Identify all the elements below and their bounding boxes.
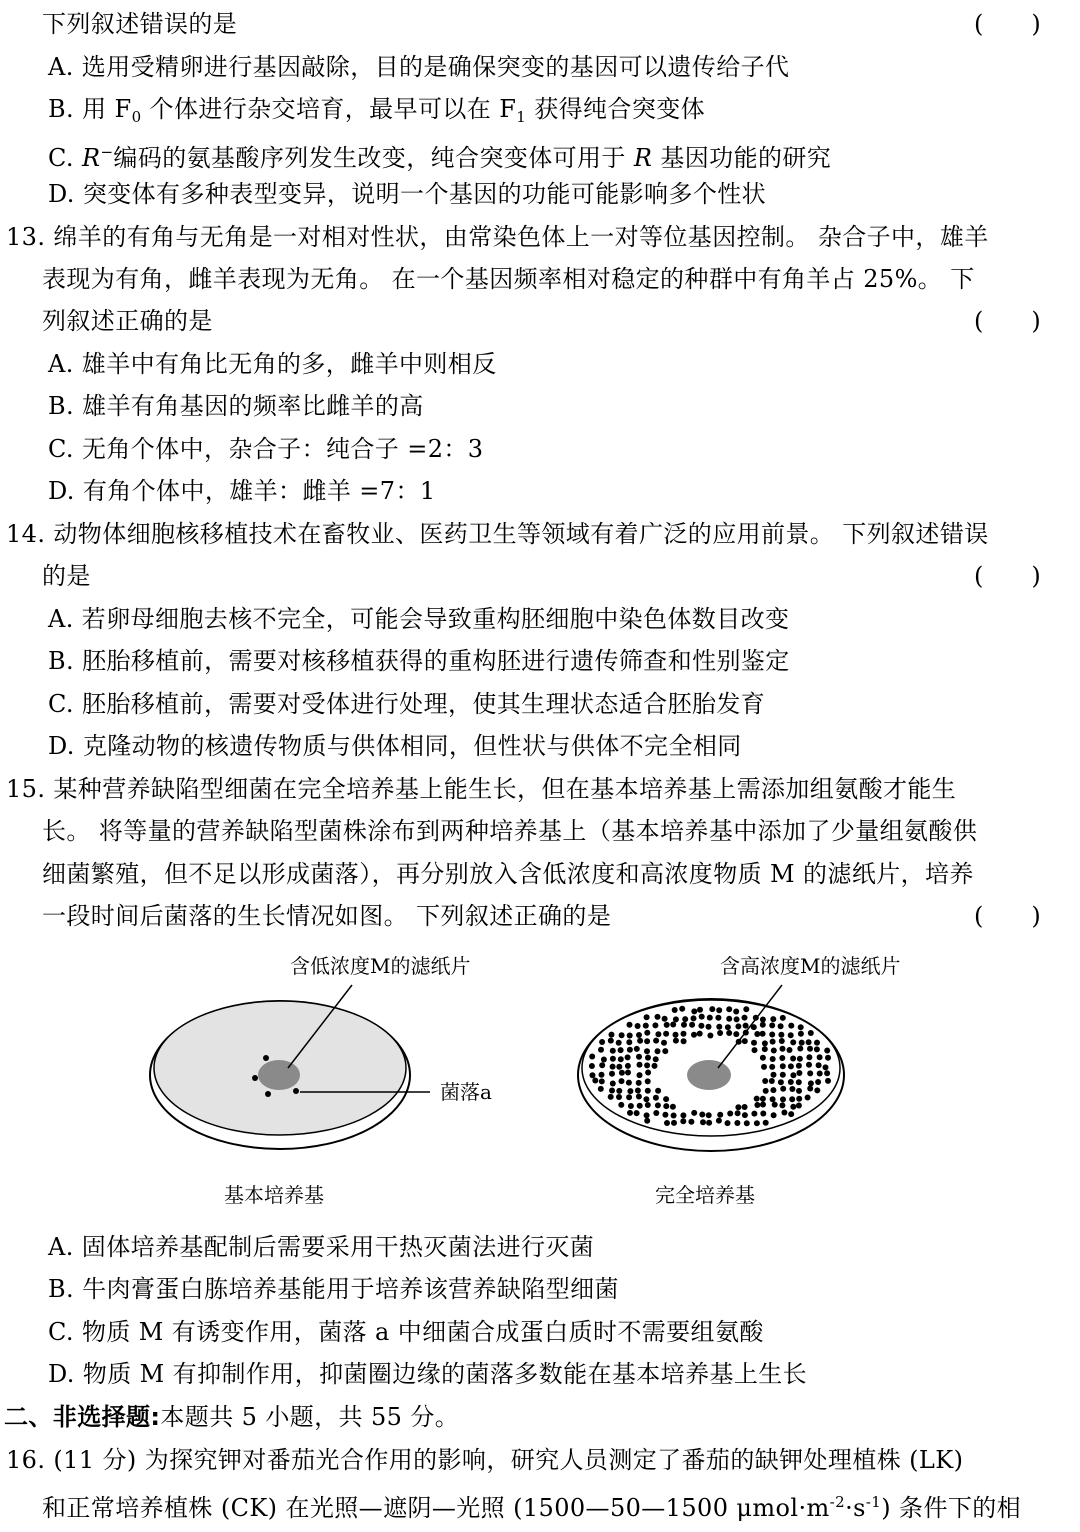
lawn-colony-dot <box>823 1064 829 1070</box>
lawn-colony-dot <box>618 1056 624 1062</box>
lawn-colony-dot <box>769 1078 775 1084</box>
lawn-colony-dot <box>790 1072 796 1078</box>
lawn-colony-dot <box>637 1103 643 1109</box>
lawn-colony-dot <box>769 1032 775 1038</box>
lawn-colony-dot <box>635 1088 641 1094</box>
lawn-colony-dot <box>770 1016 776 1022</box>
label-low-concentration: 含低浓度M的滤纸片 <box>290 954 471 978</box>
lawn-colony-dot <box>619 1032 625 1038</box>
lawn-colony-dot <box>780 1086 786 1092</box>
lawn-colony-dot <box>610 1048 616 1054</box>
lawn-colony-dot <box>616 1064 622 1070</box>
lawn-colony-dot <box>770 1039 776 1045</box>
lawn-colony-dot <box>788 1023 794 1029</box>
lawn-colony-dot <box>709 1006 715 1012</box>
q13-stem-line1: 13. 绵羊的有角与无角是一对相对性状，由常染色体上一对等位基因控制。 杂合子中，雄羊 <box>6 223 989 251</box>
lawn-colony-dot <box>796 1088 802 1094</box>
lawn-colony-dot <box>727 1111 733 1117</box>
lawn-colony-dot <box>626 1094 632 1100</box>
lawn-colony-dot <box>619 1070 625 1076</box>
lawn-colony-dot <box>742 1112 748 1118</box>
lawn-colony-dot <box>699 1112 705 1118</box>
lawn-colony-dot <box>636 1032 642 1038</box>
q13-option-d: D. 有角个体中，雄羊：雌羊 =7：1 <box>48 477 436 505</box>
lawn-colony-dot <box>760 1111 766 1117</box>
lawn-colony-dot <box>599 1078 605 1084</box>
lawn-colony-dot <box>616 1088 622 1094</box>
colony-dot <box>293 1088 299 1094</box>
lawn-colony-dot <box>770 1096 776 1102</box>
lawn-colony-dot <box>608 1094 614 1100</box>
lawn-colony-dot <box>670 1022 676 1028</box>
lawn-colony-dot <box>780 1072 786 1078</box>
lawn-colony-dot <box>733 1031 739 1037</box>
lawn-colony-dot <box>592 1078 598 1084</box>
lawn-colony-dot <box>781 1110 787 1116</box>
lawn-colony-dot <box>760 1102 766 1108</box>
lawn-colony-dot <box>680 1118 686 1124</box>
lawn-colony-dot <box>598 1047 604 1053</box>
lawn-colony-dot <box>601 1057 607 1063</box>
lawn-colony-dot <box>626 1080 632 1086</box>
q16-stem-line2: 和正常培养植株 (CK) 在光照—遮阴—光照 (1500—50—1500 $\mu mol\cdot m^{-2}\cdot s^{-1}$) 条件下的相 <box>42 1493 1022 1522</box>
lawn-colony-dot <box>627 1022 633 1028</box>
section-2-heading <box>4 1401 459 1433</box>
lawn-colony-dot <box>653 1056 659 1062</box>
lawn-colony-dot <box>807 1046 813 1052</box>
lawn-colony-dot <box>691 1032 697 1038</box>
lawn-colony-dot <box>655 1031 661 1037</box>
lawn-colony-dot <box>616 1094 622 1100</box>
lawn-colony-dot <box>769 1064 775 1070</box>
lawn-colony-dot <box>673 1038 679 1044</box>
lawn-colony-dot <box>655 1048 661 1054</box>
lawn-colony-dot <box>725 1024 731 1030</box>
lawn-colony-dot <box>672 1007 678 1013</box>
lawn-colony-dot <box>644 1014 650 1020</box>
lawn-colony-dot <box>788 1079 794 1085</box>
lawn-colony-dot <box>643 1023 649 1029</box>
lawn-colony-dot <box>689 1022 695 1028</box>
lawn-colony-dot <box>652 1063 658 1069</box>
lawn-colony-dot <box>653 1110 659 1116</box>
answer-blank: ( ) <box>974 562 1041 590</box>
lawn-colony-dot <box>806 1039 812 1045</box>
q13-option-b: B. 雄羊有角基因的频率比雌羊的高 <box>48 392 424 420</box>
lawn-colony-dot <box>645 1070 651 1076</box>
high-concentration-filter-paper <box>687 1060 731 1090</box>
lawn-colony-dot <box>625 1063 631 1069</box>
lawn-colony-dot <box>707 1033 713 1039</box>
lawn-colony-dot <box>599 1039 605 1045</box>
lawn-colony-dot <box>780 1063 786 1069</box>
lawn-colony-dot <box>717 1030 723 1036</box>
lawn-colony-dot <box>734 1016 740 1022</box>
lawn-colony-dot <box>645 1078 651 1084</box>
q15-option-d: D. 物质 M 有抑制作用，抑菌圈边缘的菌落多数能在基本培养基上生长 <box>48 1360 808 1388</box>
lawn-colony-dot <box>815 1079 821 1085</box>
lawn-colony-dot <box>817 1071 823 1077</box>
lawn-colony-dot <box>778 1023 784 1029</box>
lawn-colony-dot <box>760 1055 766 1061</box>
lawn-colony-dot <box>662 1112 668 1118</box>
colony-dot <box>252 1075 258 1081</box>
q12-option-c: C. R−编码的氨基酸序列发生改变，纯合突变体可用于 R 基因功能的研究 <box>48 143 832 172</box>
lawn-colony-dot <box>671 1120 677 1126</box>
lawn-colony-dot <box>609 1032 615 1038</box>
complete-medium-dish <box>578 985 844 1151</box>
lawn-colony-dot <box>715 1015 721 1021</box>
lawn-colony-dot <box>664 1022 670 1028</box>
q15-option-c: C. 物质 M 有诱变作用，菌落 a 中细菌合成蛋白质时不需要组氨酸 <box>48 1318 764 1346</box>
lawn-colony-dot <box>610 1081 616 1087</box>
lawn-colony-dot <box>752 1047 758 1053</box>
q14-option-b: B. 胚胎移植前，需要对核移植获得的重构胚进行遗传筛查和性别鉴定 <box>48 647 790 675</box>
lawn-colony-dot <box>814 1040 820 1046</box>
q15-stem-line1: 15. 某种营养缺陷型细菌在完全培养基上能生长，但在基本培养基上需添加组氨酸才能生 <box>6 775 957 803</box>
lawn-colony-dot <box>760 1096 766 1102</box>
lawn-colony-dot <box>618 1047 624 1053</box>
lawn-colony-dot <box>760 1017 766 1023</box>
lawn-colony-dot <box>762 1078 768 1084</box>
lawn-colony-dot <box>743 1023 749 1029</box>
label-high-concentration: 含高浓度M的滤纸片 <box>720 954 901 978</box>
lawn-colony-dot <box>706 1112 712 1118</box>
lawn-colony-dot <box>806 1062 812 1068</box>
lawn-colony-dot <box>799 1040 805 1046</box>
lawn-colony-dot <box>754 1102 760 1108</box>
lawn-colony-dot <box>796 1103 802 1109</box>
lawn-colony-dot <box>706 1120 712 1126</box>
lawn-colony-dot <box>751 1111 757 1117</box>
lawn-colony-dot <box>691 1008 697 1014</box>
lawn-colony-dot <box>682 1016 688 1022</box>
lawn-colony-dot <box>679 1006 685 1012</box>
lawn-colony-dot <box>691 1110 697 1116</box>
lawn-colony-dot <box>790 1056 796 1062</box>
lawn-colony-dot <box>644 1112 650 1118</box>
lawn-colony-dot <box>653 1038 659 1044</box>
lawn-colony-dot <box>664 1120 670 1126</box>
q12-option-d: D. 突变体有多种表型变异，说明一个基因的功能可能影响多个性状 <box>48 180 767 208</box>
lawn-colony-dot <box>716 1007 722 1013</box>
lawn-colony-dot <box>735 1104 741 1110</box>
lawn-colony-dot <box>663 1031 669 1037</box>
lawn-colony-dot <box>628 1103 634 1109</box>
lawn-colony-dot <box>725 1120 731 1126</box>
lawn-colony-dot <box>697 1031 703 1037</box>
lawn-colony-dot <box>699 1014 705 1020</box>
q14-option-c: C. 胚胎移植前，需要对受体进行处理，使其生理状态适合胚胎发育 <box>48 690 766 718</box>
lawn-colony-dot <box>770 1087 776 1093</box>
lawn-colony-dot <box>742 1104 748 1110</box>
lawn-colony-dot <box>770 1056 776 1062</box>
lawn-colony-dot <box>754 1031 760 1037</box>
lawn-colony-dot <box>598 1086 604 1092</box>
lawn-colony-dot <box>779 1102 785 1108</box>
lawn-colony-dot <box>771 1072 777 1078</box>
q14-stem-line2: 的是 <box>42 562 91 590</box>
lawn-colony-dot <box>788 1032 794 1038</box>
lawn-colony-dot <box>716 1118 722 1124</box>
lawn-colony-dot <box>778 1079 784 1085</box>
lawn-colony-dot <box>805 1095 811 1101</box>
lawn-colony-dot <box>643 1096 649 1102</box>
lawn-colony-dot <box>807 1086 813 1092</box>
lawn-colony-dot <box>619 1078 625 1084</box>
lawn-colony-dot <box>645 1055 651 1061</box>
lawn-colony-dot <box>796 1063 802 1069</box>
lawn-colony-dot <box>637 1038 643 1044</box>
lawn-colony-dot <box>663 1103 669 1109</box>
lawn-colony-dot <box>780 1046 786 1052</box>
lawn-colony-dot <box>797 1046 803 1052</box>
lawn-colony-dot <box>762 1046 768 1052</box>
lawn-colony-dot <box>797 1056 803 1062</box>
lawn-colony-dot <box>751 1040 757 1046</box>
lawn-colony-dot <box>637 1072 643 1078</box>
lawn-colony-dot <box>610 1064 616 1070</box>
lawn-colony-dot <box>644 1048 650 1054</box>
lawn-colony-dot <box>814 1087 820 1093</box>
q14-stem-line1: 14. 动物体细胞核移植技术在畜牧业、医药卫生等领域有着广泛的应用前景。 下列叙述错误 <box>6 520 989 548</box>
lawn-colony-dot <box>754 1120 760 1126</box>
lawn-colony-dot <box>779 1038 785 1044</box>
lawn-colony-dot <box>816 1062 822 1068</box>
lawn-colony-dot <box>789 1096 795 1102</box>
q12-stem-tail: 下列叙述错误的是 <box>42 10 238 38</box>
lawn-colony-dot <box>635 1023 641 1029</box>
lawn-colony-dot <box>644 1038 650 1044</box>
lawn-colony-dot <box>772 1102 778 1108</box>
lawn-colony-dot <box>625 1054 631 1060</box>
q15-option-a: A. 固体培养基配制后需要采用干热灭菌法进行灭菌 <box>48 1233 595 1261</box>
lawn-colony-dot <box>771 1112 777 1118</box>
lawn-colony-dot <box>735 1023 741 1029</box>
lawn-colony-dot <box>814 1046 820 1052</box>
lawn-colony-dot <box>763 1120 769 1126</box>
q15-stem-line2: 长。 将等量的营养缺陷型菌株涂布到两种培养基上（基本培养基中添加了少量组氨酸供 <box>42 817 978 845</box>
lawn-colony-dot <box>618 1102 624 1108</box>
lawn-colony-dot <box>599 1072 605 1078</box>
lawn-colony-dot <box>790 1039 796 1045</box>
lawn-colony-dot <box>796 1079 802 1085</box>
lawn-colony-dot <box>796 1070 802 1076</box>
answer-blank: ( ) <box>974 307 1041 335</box>
lawn-colony-dot <box>634 1110 640 1116</box>
q13-stem-line3: 列叙述正确的是 <box>42 307 213 335</box>
lawn-colony-dot <box>655 1014 661 1020</box>
q15-stem-line3: 细菌繁殖，但不足以形成菌落），再分别放入含低浓度和高浓度物质 M 的滤纸片，培养 <box>42 860 974 888</box>
lawn-colony-dot <box>645 1102 651 1108</box>
lawn-colony-dot <box>627 1033 633 1039</box>
lawn-colony-dot <box>681 1038 687 1044</box>
lawn-colony-dot <box>636 1080 642 1086</box>
lawn-colony-dot <box>824 1048 830 1054</box>
colony-dot <box>263 1055 269 1061</box>
lawn-colony-dot <box>744 1120 750 1126</box>
lawn-colony-dot <box>634 1046 640 1052</box>
lawn-colony-dot <box>779 1055 785 1061</box>
low-concentration-filter-paper <box>258 1060 300 1090</box>
lawn-colony-dot <box>716 1024 722 1030</box>
lawn-colony-dot <box>726 1030 732 1036</box>
lawn-colony-dot <box>726 1006 732 1012</box>
section-description: 本题共 5 小题，共 55 分。 <box>160 1403 460 1431</box>
lawn-colony-dot <box>636 1094 642 1100</box>
lawn-colony-dot <box>788 1111 794 1117</box>
q12-option-b: B. 用 $F_0$ 个体进行杂交培育，最早可以在 $F_1$ 获得纯合突变体 <box>48 95 706 126</box>
lawn-colony-dot <box>609 1071 615 1077</box>
label-basic-medium: 基本培养基 <box>224 1183 324 1207</box>
q15-option-b: B. 牛肉膏蛋白胨培养基能用于培养该营养缺陷型细菌 <box>48 1275 619 1303</box>
lawn-colony-dot <box>743 1006 749 1012</box>
colony-dot <box>265 1091 271 1097</box>
q14-option-d: D. 克隆动物的核遗传物质与供体相同，但性状与供体不完全相同 <box>48 732 742 760</box>
q14-option-a: A. 若卵母细胞去核不完全，可能会导致重构胚细胞中染色体数目改变 <box>48 605 790 633</box>
lawn-colony-dot <box>706 1024 712 1030</box>
lawn-colony-dot <box>627 1110 633 1116</box>
lawn-colony-dot <box>733 1009 739 1015</box>
lawn-colony-dot <box>778 1032 784 1038</box>
lawn-colony-dot <box>742 1015 748 1021</box>
lawn-colony-dot <box>645 1088 651 1094</box>
lawn-colony-dot <box>625 1070 631 1076</box>
lawn-colony-dot <box>734 1120 740 1126</box>
lawn-colony-dot <box>760 1031 766 1037</box>
lawn-colony-dot <box>798 1031 804 1037</box>
lawn-colony-dot <box>771 1048 777 1054</box>
lawn-colony-dot <box>697 1007 703 1013</box>
q13-option-c: C. 无角个体中，杂合子：纯合子 =2：3 <box>48 435 484 463</box>
lawn-colony-dot <box>589 1063 595 1069</box>
lawn-colony-dot <box>825 1078 831 1084</box>
q15-stem-line4: 一段时间后菌落的生长情况如图。 下列叙述正确的是 <box>42 902 612 930</box>
lawn-colony-dot <box>796 1096 802 1102</box>
lawn-colony-dot <box>662 1048 668 1054</box>
lawn-colony-dot <box>761 1064 767 1070</box>
lawn-colony-dot <box>735 1110 741 1116</box>
section-title: 二、非选择题: <box>4 1403 161 1431</box>
lawn-colony-dot <box>769 1022 775 1028</box>
lawn-colony-dot <box>589 1054 595 1060</box>
answer-blank: ( ) <box>974 10 1041 38</box>
lawn-colony-dot <box>652 1022 658 1028</box>
lawn-colony-dot <box>817 1054 823 1060</box>
lawn-colony-dot <box>688 1119 694 1125</box>
lawn-colony-dot <box>789 1086 795 1092</box>
lawn-colony-dot <box>644 1118 650 1124</box>
lawn-colony-dot <box>626 1039 632 1045</box>
lawn-colony-dot <box>671 1113 677 1119</box>
lawn-colony-dot <box>806 1054 812 1060</box>
lawn-colony-dot <box>691 1015 697 1021</box>
lawn-colony-dot <box>700 1119 706 1125</box>
lawn-colony-dot <box>661 1040 667 1046</box>
lawn-colony-dot <box>627 1047 633 1053</box>
lawn-colony-dot <box>681 1031 687 1037</box>
lawn-colony-dot <box>670 1104 676 1110</box>
lawn-colony-dot <box>788 1063 794 1069</box>
lawn-colony-dot <box>599 1062 605 1068</box>
lawn-colony-dot <box>637 1062 643 1068</box>
lawn-colony-dot <box>681 1022 687 1028</box>
lawn-colony-dot <box>663 1096 669 1102</box>
lawn-colony-dot <box>590 1072 596 1078</box>
lawn-colony-dot <box>754 1096 760 1102</box>
lawn-colony-dot <box>644 1062 650 1068</box>
lawn-colony-dot <box>717 1112 723 1118</box>
lawn-colony-dot <box>762 1040 768 1046</box>
lawn-colony-dot <box>798 1024 804 1030</box>
lawn-colony-dot <box>787 1047 793 1053</box>
lawn-colony-dot <box>780 1096 786 1102</box>
lawn-colony-dot <box>616 1040 622 1046</box>
lawn-colony-dot <box>653 1095 659 1101</box>
q16-stem-line1: 16. (11 分) 为探究钾对番茄光合作用的影响，研究人员测定了番茄的缺钾处理植株 (LK) <box>6 1446 964 1474</box>
lawn-colony-dot <box>824 1070 830 1076</box>
lawn-colony-dot <box>760 1022 766 1028</box>
lawn-colony-dot <box>825 1055 831 1061</box>
lawn-colony-dot <box>808 1030 814 1036</box>
lawn-colony-dot <box>790 1104 796 1110</box>
lawn-colony-dot <box>726 1016 732 1022</box>
answer-blank: ( ) <box>974 902 1041 930</box>
label-colony-a: 菌落a <box>440 1080 492 1104</box>
lawn-colony-dot <box>644 1030 650 1036</box>
lawn-colony-dot <box>655 1088 661 1094</box>
lawn-colony-dot <box>742 1038 748 1044</box>
lawn-colony-dot <box>698 1023 704 1029</box>
lawn-colony-dot <box>610 1056 616 1062</box>
basic-medium-dish <box>150 985 430 1149</box>
lawn-colony-dot <box>707 1015 713 1021</box>
lawn-colony-dot <box>608 1038 614 1044</box>
lawn-colony-dot <box>609 1088 615 1094</box>
lawn-colony-dot <box>780 1015 786 1021</box>
q13-option-a: A. 雄羊中有角比无角的多，雌羊中则相反 <box>48 350 497 378</box>
label-complete-medium: 完全培养基 <box>655 1183 755 1207</box>
lawn-colony-dot <box>807 1070 813 1076</box>
lawn-colony-dot <box>627 1088 633 1094</box>
lawn-colony-dot <box>763 1088 769 1094</box>
q12-option-a: A. 选用受精卵进行基因敲除，目的是确保突变的基因可以遗传给子代 <box>48 53 790 81</box>
lawn-colony-dot <box>680 1112 686 1118</box>
lawn-colony-dot <box>662 1016 668 1022</box>
lawn-colony-dot <box>655 1102 661 1108</box>
lawn-colony-dot <box>808 1080 814 1086</box>
q13-stem-line2: 表现为有角，雌羊表现为无角。 在一个基因频率相对稳定的种群中有角羊占 25%。 下 <box>42 265 975 293</box>
lawn-colony-dot <box>636 1054 642 1060</box>
lawn-colony-dot <box>673 1032 679 1038</box>
lawn-colony-dot <box>673 1016 679 1022</box>
